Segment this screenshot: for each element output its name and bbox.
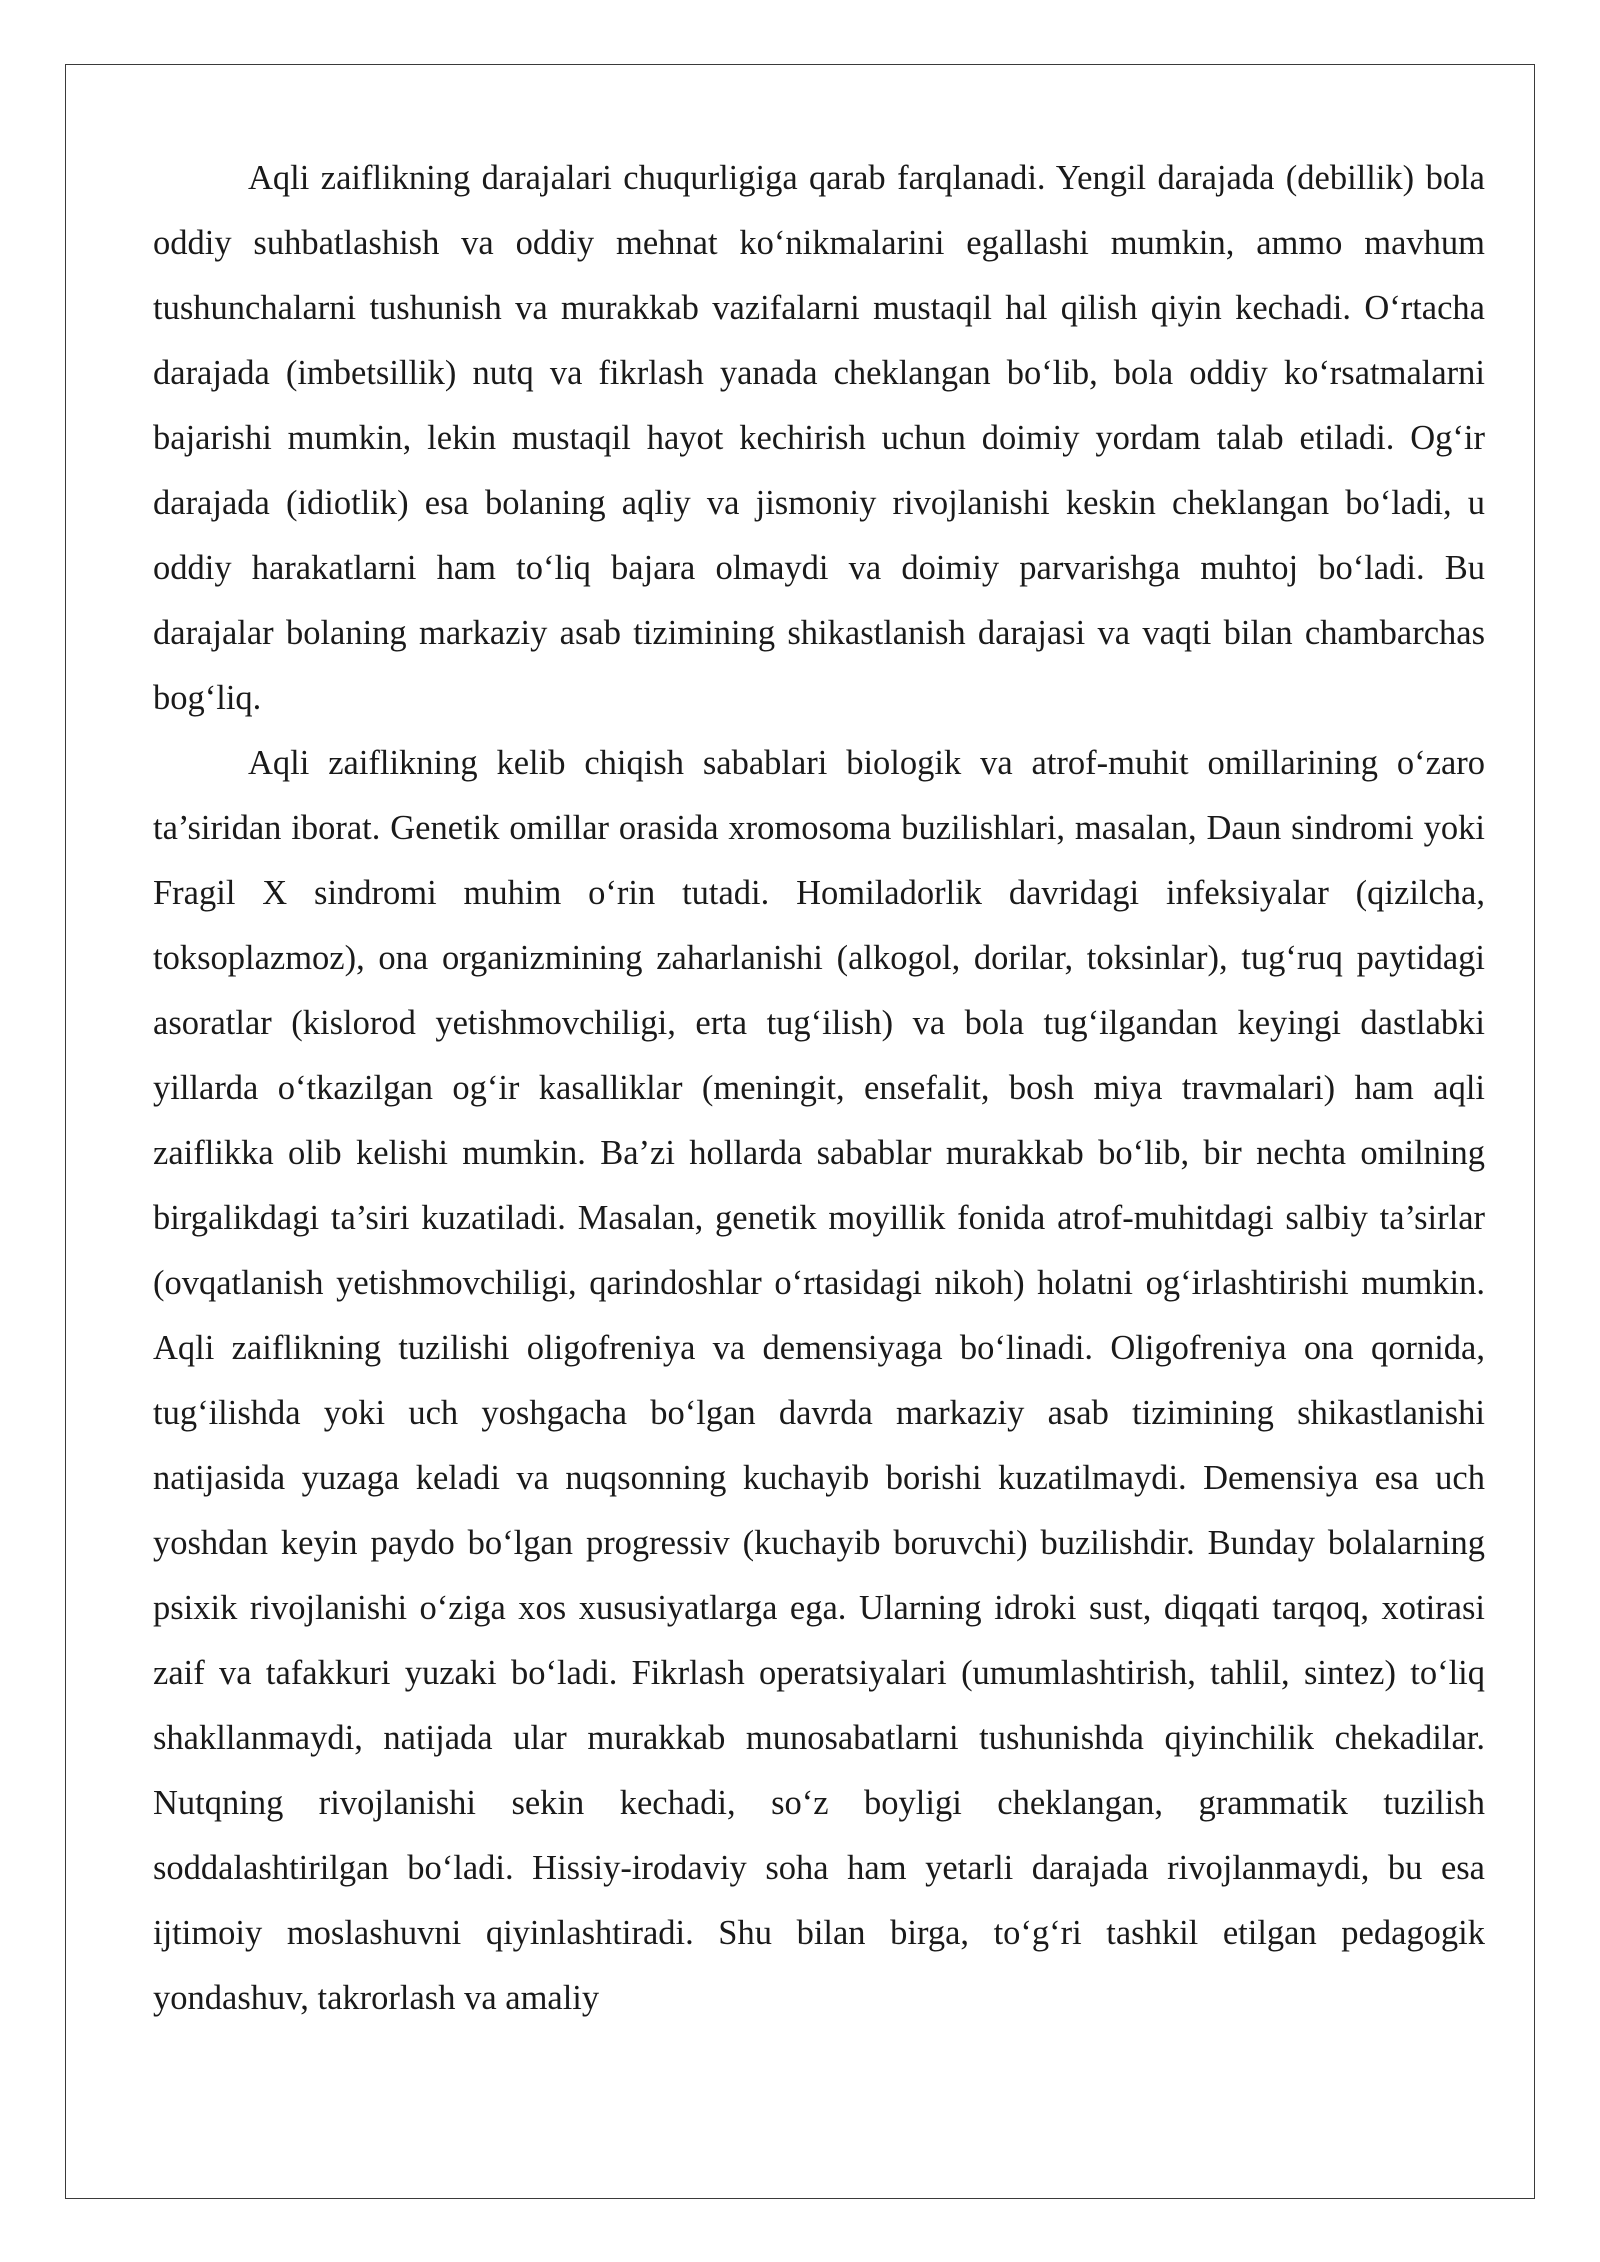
paragraph-intellectual-disability-degrees: Aqli zaiflikning darajalari chuqurligiga qarab farqlanadi. Yengil darajada (debillik) bola oddiy suhbatlashish va oddiy mehnat ko‘nikmalarini egallashi mumkin, ammo mavhum tushunchalarni tushunish va murakkab vazifalarni mustaqil hal qilish qiyin kechadi. O‘rtacha darajada (imbetsillik) nutq va fikrlash yanada cheklangan bo‘lib, bola oddiy ko‘rsatmalarni bajarishi mumkin, lekin mustaqil hayot kechirish uchun doimiy yordam talab etiladi. Og‘ir darajada (idiotlik) esa bolaning aqliy va jismoniy rivojlanishi keskin cheklangan bo‘ladi, u oddiy harakatlarni ham to‘liq bajara olmaydi va doimiy parvarishga muhtoj bo‘ladi. Bu darajalar bolaning markaziy asab tizimining shikastlanish darajasi va vaqti bilan chambarchas bog‘liq.	[153, 159, 1485, 717]
paragraph-intellectual-disability-causes: Aqli zaiflikning kelib chiqish sabablari biologik va atrof-muhit omillarining o‘zaro ta’siridan iborat. Genetik omillar orasida xromosoma buzilishlari, masalan, Daun sindromi yoki Fragil X sindromi muhim o‘rin tutadi. Homiladorlik davridagi infeksiyalar (qizilcha, toksoplazmoz), ona organizmining zaharlanishi (alkogol, dorilar, toksinlar), tug‘ruq paytidagi asoratlar (kislorod yetishmovchiligi, erta tug‘ilish) va bola tug‘ilgandan keyingi dastlabki yillarda o‘tkazilgan og‘ir kasalliklar (meningit, ensefalit, bosh miya travmalari) ham aqli zaiflikka olib kelishi mumkin. Ba’zi hollarda sabablar murakkab bo‘lib, bir nechta omilning birgalikdagi ta’siri kuzatiladi. Masalan, genetik moyillik fonida atrof-muhitdagi salbiy ta’sirlar (ovqatlanish yetishmovchiligi, qarindoshlar o‘rtasidagi nikoh) holatni og‘irlashtirishi mumkin. Aqli zaiflikning tuzilishi oligofreniya va demensiyaga bo‘linadi. Oligofreniya ona qornida, tug‘ilishda yoki uch yoshgacha bo‘lgan davrda markaziy asab tizimining shikastlanishi natijasida yuzaga keladi va nuqsonning kuchayib borishi kuzatilmaydi. Demensiya esa uch yoshdan keyin paydo bo‘lgan progressiv (kuchayib boruvchi) buzilishdir. Bunday bolalarning psixik rivojlanishi o‘ziga xos xususiyatlarga ega. Ularning idroki sust, diqqati tarqoq, xotirasi zaif va tafakkuri yuzaki bo‘ladi. Fikrlash operatsiyalari (umumlashtirish, tahlil, sintez) to‘liq shakllanmaydi, natijada ular murakkab munosabatlarni tushunishda qiyinchilik chekadilar. Nutqning rivojlanishi sekin kechadi, so‘z boyligi cheklangan, grammatik tuzilish soddalashtirilgan bo‘ladi. Hissiy-irodaviy soha ham yetarli darajada rivojlanmaydi, bu esa ijtimoiy moslashuvni qiyinlashtiradi. Shu bilan birga, to‘g‘ri tashkil etilgan pedagogik yondashuv, takrorlash va amaliy	[153, 744, 1485, 2017]
document-body	[153, 146, 1485, 2031]
